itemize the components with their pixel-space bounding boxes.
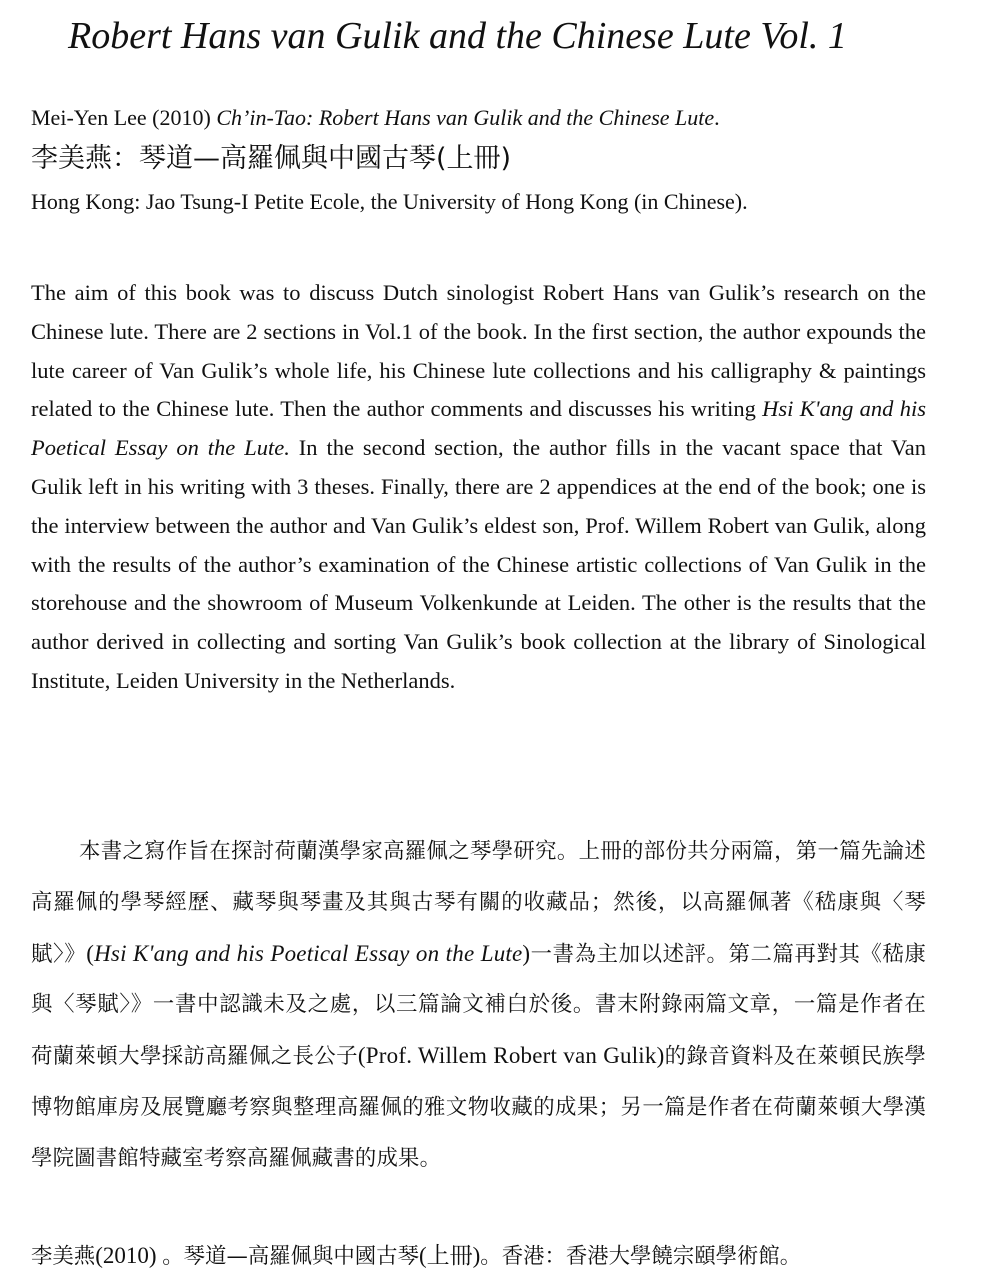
chinese-reference-author: 李美燕 — [31, 1244, 96, 1269]
page-title: Robert Hans van Gulik and the Chinese Lute Vol. 1 — [68, 15, 847, 57]
english-abstract-text-2: In the second section, the author fills in the vacant space that Van Gulik left in his writing with 3 theses. Finally, there are 2 appendices at the end of the book; one is the interview between the author and Van Gulik’s eldest son, Prof. Willem Robert van Gulik, along with the results of the author’s examination of the Chinese artistic collections of Van Gulik in the storehouse and the showroom of Museum Volkenkunde at Leiden. The other is the results that the author derived in collecting and sorting Van Gulik’s book collection at the library of Sinological Institute, Leiden University in the Netherlands. — [31, 435, 927, 693]
chinese-reference-title: 。琴道—高羅佩與中國古琴 — [162, 1244, 419, 1269]
chinese-abstract-text-1: 本書之寫作旨在探討荷蘭漢學家高羅佩之琴學研究。上冊的部份共分兩篇，第一篇先論述高羅佩的學琴經歷、藏琴與琴畫及其與古琴有關的收藏品；然後，以高羅佩著《嵇康與〈琴賦〉》 — [31, 839, 926, 967]
chinese-reference-year: (2010) — [95, 1243, 163, 1268]
chinese-abstract-latin-name: (Prof. Willem Robert van Gulik) — [357, 1043, 665, 1069]
citation-chinese-title: 李美燕：琴道—高羅佩與中國古琴(上冊) — [31, 143, 512, 174]
citation-publisher: Hong Kong: Jao Tsung-I Petite Ecole, the University of Hong Kong (in Chinese). — [31, 189, 748, 214]
english-abstract — [31, 274, 926, 701]
english-abstract-text-1: The aim of this book was to discuss Dutch sinologist Robert Hans van Gulik’s research on the Chinese lute. There are 2 sections in Vol.1 of the book. In the first section, the author expounds the lute career of Van Gulik’s whole life, his Chinese lute collections and his calligraphy & paintings related to the Chinese lute. Then the author comments and discusses his writing — [31, 280, 926, 422]
chinese-abstract-paren-close: ) — [522, 940, 531, 966]
chinese-reference-publisher: 。香港：香港大學饒宗頤學術館。 — [480, 1244, 802, 1269]
citation-book-title: Ch’in-Tao: Robert Hans van Gulik and the Chinese Lute — [216, 105, 715, 130]
chinese-abstract-text-2: 一書為主加以述評。第二篇再對其《嵇康與〈琴賦〉》一書中認識未及之處，以三篇論文補白於後。書末附錄兩篇文章，一篇是作者在荷蘭萊頓大學採訪高羅佩之長公子 — [31, 941, 927, 1070]
chinese-abstract-italic-title: Hsi K'ang and his Poetical Essay on the Lute — [94, 940, 523, 966]
chinese-reference-volume: (上冊) — [418, 1243, 481, 1268]
citation-english — [31, 104, 971, 132]
chinese-abstract-paren-open: ( — [86, 940, 95, 966]
citation-author-year: Mei-Yen Lee (2010) — [31, 105, 217, 130]
chinese-abstract-text-3: 的錄音資料及在萊頓民族學博物館庫房及展覽廳考察與整理高羅佩的雅文物收藏的成果；另一篇是作者在荷蘭萊頓大學漢學院圖書館特藏室考察高羅佩藏書的成果。 — [31, 1044, 926, 1171]
english-abstract-italic-title: Hsi K'ang and his Poetical Essay on the Lute. — [31, 396, 926, 461]
chinese-reference — [31, 1239, 966, 1274]
chinese-abstract — [31, 827, 926, 1185]
citation-period: . — [714, 105, 720, 130]
